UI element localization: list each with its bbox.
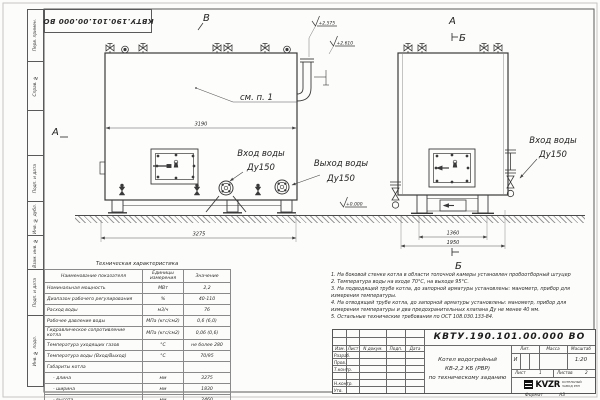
inlet-front-label-1: Вход воды <box>529 136 577 146</box>
valve-icon <box>261 44 269 54</box>
title-block <box>332 329 596 394</box>
scale-label: Масштаб <box>571 346 591 351</box>
col-header: Единицы измерения <box>143 270 184 283</box>
elevation-2610: +2.610 <box>336 41 354 47</box>
valve-icon <box>404 44 412 54</box>
cell: МВт <box>143 283 184 294</box>
sheet-value: 1 <box>539 370 542 375</box>
doc-number-stamp <box>44 9 152 33</box>
col-data: Дата <box>409 345 421 351</box>
cell: °С <box>143 351 184 362</box>
col-podp: Подп. <box>389 345 403 351</box>
logo-caption <box>562 381 582 388</box>
water-outlet-flange <box>275 180 289 194</box>
valve-icon <box>213 44 221 54</box>
frame-side-strip <box>27 9 44 393</box>
valve-icon <box>139 44 147 54</box>
strip-label: Справ. № <box>33 75 38 97</box>
cell: не более 280 <box>184 340 231 351</box>
logo-mark-icon <box>524 380 533 389</box>
row-prov: Пров. <box>334 359 347 365</box>
logo-caption-2: ЗАВОД РЭП <box>562 383 580 388</box>
strip-label: Подп. и дата <box>33 163 38 194</box>
col-izm: Изм. <box>335 345 345 351</box>
cell: 0,6 (6,0) <box>184 316 231 327</box>
valve-icon <box>106 44 114 54</box>
cell: м3/ч <box>143 305 184 316</box>
cell: Номинальная мощность <box>45 283 143 294</box>
outlet-pipe <box>297 59 329 101</box>
cell: °С <box>143 340 184 351</box>
table-row <box>45 327 231 340</box>
product-line-3: по техническому заданию <box>428 375 507 381</box>
dim-3190: 3190 <box>194 121 208 128</box>
cell: мм <box>143 384 184 395</box>
table-row <box>45 373 231 384</box>
section-marker-a-left: А <box>52 127 59 138</box>
manufacturer-logo <box>512 377 594 392</box>
elevation-2575: +2.575 <box>318 21 336 27</box>
format-word: Формат <box>524 393 544 398</box>
table-row <box>45 395 231 400</box>
cell: Температура уходящих газов <box>45 340 143 351</box>
strip-label: Инв. № подл. <box>33 335 38 367</box>
cell: Диапазон рабочего регулирования <box>45 294 143 305</box>
doc-number-rotated: КВТУ.190.101.00.000 ВО <box>42 16 154 26</box>
cell: - ширина <box>45 384 143 395</box>
water-inlet-flange <box>219 181 233 195</box>
note-item: 1. На боковой стенке котла в области топочной камеры установлен пробоотборный штуцер <box>331 272 571 278</box>
inlet-front-label-2: Ду150 <box>539 150 567 160</box>
strip-box <box>27 201 44 236</box>
valve-icon <box>480 44 488 54</box>
cell: 76 <box>184 305 231 316</box>
table-row <box>45 351 231 362</box>
section-marker-b-bottom: Б <box>455 261 462 272</box>
cell: 1830 <box>184 384 231 395</box>
table-row <box>45 283 231 294</box>
col-header: Значение <box>184 270 231 283</box>
strip-label: Инв. № дубл. <box>33 203 38 234</box>
valve-icon <box>224 44 232 54</box>
lit-label: Лит. <box>520 346 530 351</box>
note-item: 2. Температура воды на входе 70°С, на выходе 95°С. <box>331 278 469 285</box>
cell: МПа (кгс/см2) <box>143 316 184 327</box>
cell: Гидравлическое сопротивление котла <box>45 327 143 340</box>
cell: Рабочее давление воды <box>45 316 143 327</box>
strip-box <box>27 155 44 202</box>
logo-caption-1: КОТЕЛЬНЫЙ <box>562 379 582 384</box>
top-flange-icon <box>284 46 291 53</box>
cell: 40-110 <box>184 294 231 305</box>
cell: 0,06 (0,6) <box>184 327 231 340</box>
cell: - высота <box>45 395 143 400</box>
table-header-row <box>45 270 231 283</box>
technical-notes <box>331 272 595 321</box>
strip-box <box>27 315 44 387</box>
tech-table <box>44 269 231 400</box>
table-title: Техническая характеристика <box>95 261 179 267</box>
format-value: А3 <box>559 393 566 398</box>
sheet-label: Лист <box>515 370 526 375</box>
cell: - длина <box>45 373 143 384</box>
table-row <box>45 362 231 373</box>
boiler-front-view <box>390 44 516 214</box>
product-line-2: КВ-2,2 КБ (РВР) <box>444 366 491 372</box>
note-item: 4. На отводящей трубе котла, до запорной арматуры установлены: манометр, прибор для измерения температуры и два предохранительных клапана Ду не менее 40 мм. <box>331 299 567 313</box>
cell: Температура воды (Вход/Выход) <box>45 351 143 362</box>
cell: Габариты котла <box>45 362 143 373</box>
mass-label: Масса <box>546 346 560 351</box>
strip-box <box>27 235 44 270</box>
front-supports <box>411 195 494 213</box>
col-list: Лист <box>347 345 359 351</box>
strip-box <box>27 9 44 62</box>
cell: % <box>143 294 184 305</box>
elevation-0000: +0.000 <box>346 202 363 208</box>
logo-text: KVZR <box>535 379 560 390</box>
product-line-1: Котел водогрейный <box>438 357 497 363</box>
scale-value: 1:20 <box>574 357 588 363</box>
cell: мм <box>143 373 184 384</box>
cell: 2460 <box>184 395 231 400</box>
section-marker-v: В <box>203 13 210 24</box>
dim-3275: 3275 <box>192 231 206 238</box>
cell <box>143 362 184 373</box>
cell: мм <box>143 395 184 400</box>
cell: 3275 <box>184 373 231 384</box>
section-marker-b-top: Б <box>459 33 466 44</box>
strip-label: Перв. примен. <box>33 19 38 52</box>
inlet-side-label-1: Вход воды <box>237 149 285 159</box>
col-header: Наименование показателя <box>45 270 143 283</box>
cell: МПа (кгс/см2) <box>143 327 184 340</box>
product-name <box>424 345 511 393</box>
sheets-label: Листов <box>557 370 573 375</box>
lit-value: И <box>513 357 518 363</box>
outlet-label-2: Ду150 <box>327 174 355 184</box>
strip-box <box>27 269 44 316</box>
table-row <box>45 340 231 351</box>
row-utv: Утв. <box>334 387 343 393</box>
row-tkontr: Т.контр. <box>334 366 353 372</box>
tech-characteristics <box>44 261 230 400</box>
table-row <box>45 316 231 327</box>
row-razrab: Разраб. <box>334 352 351 358</box>
title-block-doc-number: КВТУ.190.101.00.000 ВО <box>433 332 586 342</box>
sheets-value: 2 <box>585 370 588 375</box>
dim-1360: 1360 <box>446 230 460 237</box>
section-marker-a-top: А <box>449 16 456 27</box>
strip-box <box>27 110 44 156</box>
note-item: 3. На подводящей трубе котла, до запорной арматуры установлены: манометр, прибор для измерения температуры. <box>331 285 570 299</box>
table-row <box>45 305 231 316</box>
cell: Расход воды <box>45 305 143 316</box>
strip-box <box>27 61 44 111</box>
cell: 70/95 <box>184 351 231 362</box>
note-item: 5. Остальные технические требования по ОСТ 108.030.133-84. <box>331 313 494 320</box>
format-label <box>498 393 592 398</box>
row-nkontr: Н.контр. <box>334 380 353 386</box>
cell: 2,2 <box>184 283 231 294</box>
table-row <box>45 294 231 305</box>
dim-1950: 1950 <box>446 240 460 246</box>
valve-icon <box>494 44 502 54</box>
top-flange-icon <box>122 46 129 53</box>
strip-label: Подп. и дата <box>33 277 38 308</box>
outlet-label-1: Выход воды <box>313 159 369 169</box>
inlet-side-label-2: Ду150 <box>247 163 275 173</box>
col-doc: N докум. <box>363 345 383 351</box>
cell <box>184 362 231 373</box>
see-note-callout: см. п. 1 <box>240 93 273 103</box>
strip-label: Взам. инв. № <box>33 237 38 268</box>
table-row <box>45 384 231 395</box>
valve-icon <box>418 44 426 54</box>
